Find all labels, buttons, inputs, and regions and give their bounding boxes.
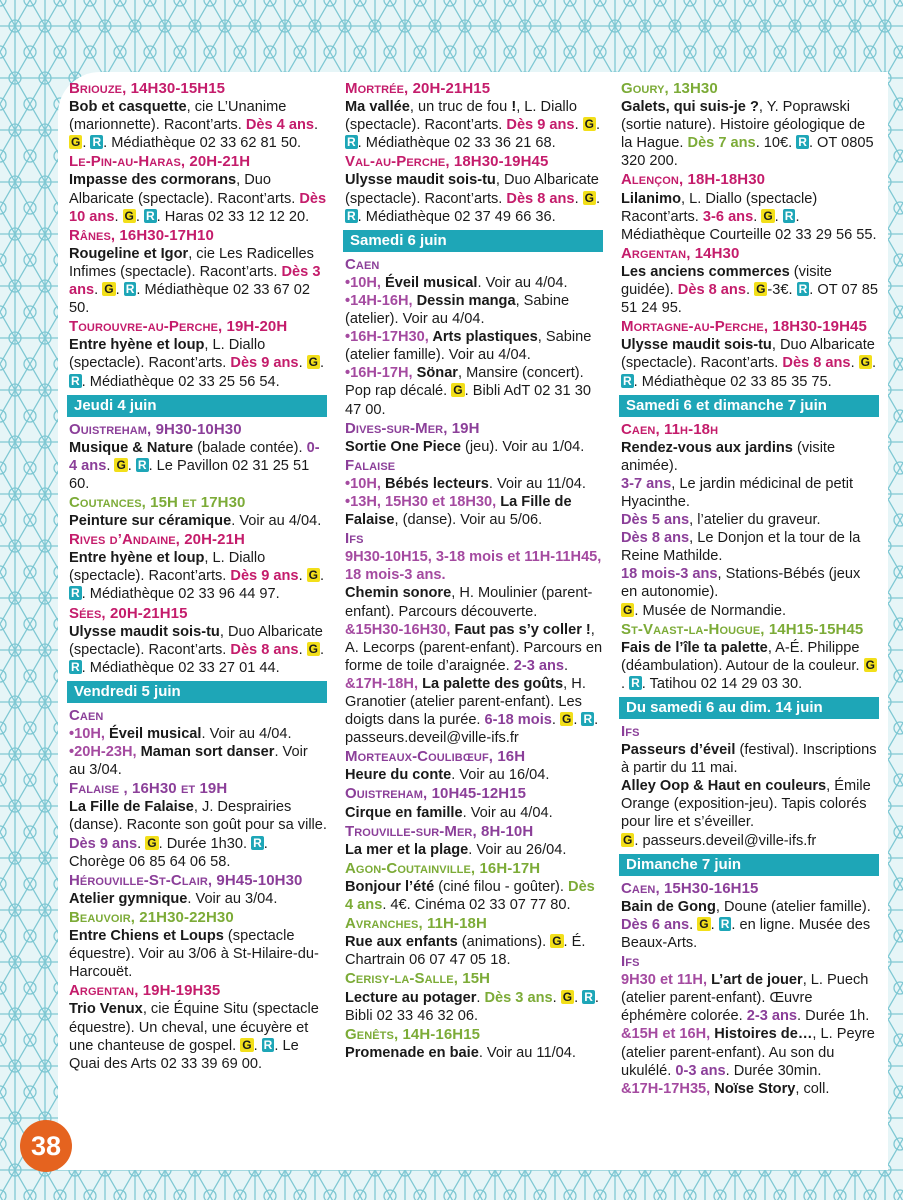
event-title: Musique & Nature [69, 439, 194, 456]
event-place: Mortrée, 20H-21H15 [345, 80, 491, 97]
event-entry: Hérouville-St-Clair, 9H45-10H30 Atelier gymnique. Voir au 3/04. [69, 872, 327, 908]
event-title: Ma vallée [345, 99, 410, 116]
time-bullet: 9H30 et 11H, [621, 972, 712, 989]
event-place: Hérouville-St-Clair, 9H45-10H30 [69, 871, 303, 889]
event-entry: Caen, 11h-18h Rendez-vous aux jardins (visite animée). 3-7 ans, Le jardin médicinal de petit Hyacinthe. Dès 5 ans, l’atelier du graveur. Dès 8 ans, Le Donjon et la tour de la Reine Mathilde. 18 mois-3 ans, Stations-Bébés (jeux en autonomie). G . Musée de Normandie. [621, 421, 879, 620]
event-place: Rânes, 16H30-17H10 [69, 226, 214, 244]
event-entry: Ifs Passeurs d’éveil (festival). Inscriptions à partir du 11 mai. Alley Oop & Haut en couleurs, Émile Orange (exposition-jeu). Tapis colorés pour lire et s’éveiller. G . passeurs.deveil@ville-ifs.fr [621, 723, 879, 850]
day-header: Jeudi 4 juin [67, 395, 327, 417]
event-place: St-Vaast-la-Hougue, 14H15-15H45 [621, 620, 864, 638]
age-highlight: Dès 8 ans [506, 190, 575, 207]
event-entry: Ifs 9H30 et 11H, L’art de jouer, L. Puech (atelier parent-enfant). Œuvre éphémère colorée. 2-3 ans. Durée 1h. &15H et 16H, Histoires de…, L. Peyre (atelier parent-enfant). Au son du ukulélé. 0-3 ans. Durée 30min. &17H-17H35, Noïse Story, coll. [621, 953, 879, 1098]
event-entry: Dives-sur-Mer, 19H Sortie One Piece (jeu). Voir au 1/04. [345, 420, 603, 456]
event-place: Morteaux-Coulibœuf, 16H [345, 748, 526, 766]
age-highlight: Dès 5 ans [621, 512, 690, 529]
event-title: La palette des goûts [422, 675, 564, 692]
event-title: Ulysse maudit sois-tu [345, 172, 496, 189]
event-entry: Caen •10H, Éveil musical. Voir au 4/04. •14H-16H, Dessin manga, Sabine (atelier). Voir au 4/04. •16H-17H30, Arts plastiques, Sabine (atelier famille). Voir au 4/04. •16H-17H, Sönar, Mansire (concert). Pop rap décalé. G . Bibli AdT 02 31 30 47 00. [345, 256, 603, 419]
event-entry: Rânes, 16H30-17H10 Rougeline et Igor, cie Les Radicelles Infimes (spectacle). Racont’arts. Dès 3 ans. G . R . Médiathèque 02 33 67 02 50. [69, 227, 327, 317]
r-badge-icon: R [125, 282, 135, 297]
r-badge-icon: R [798, 135, 807, 150]
event-place: Agon-Coutainville, 16H-17H [345, 859, 541, 877]
column-2 [345, 80, 603, 1063]
page-number: 38 [20, 1120, 72, 1172]
event-title: Impasse des cormorans [69, 172, 237, 189]
event-title: Éveil musical [109, 726, 202, 742]
age-highlight: Dès 9 ans [230, 355, 299, 372]
g-badge-icon: G [865, 657, 875, 672]
age-highlight: Dès 3 ans [484, 989, 553, 1006]
event-title: La Fille de Falaise [345, 493, 572, 529]
time-bullet: 9H30-10H15, 3-18 mois et 11H-11H45, 18 mois-3 ans. [345, 549, 602, 584]
event-entry: St-Vaast-la-Hougue, 14H15-15H45 Fais de l’île ta palette, A-É. Philippe (déambulation). Autour de la couleur. G. R . Tatihou 02 14 29 03 30. [621, 621, 879, 693]
event-entry: Trouville-sur-Mer, 8H-10H La mer et la plage. Voir au 26/04. [345, 823, 603, 859]
g-badge-icon: G [552, 934, 562, 949]
event-entry: Mortrée, 20H-21H15 Ma vallée, un truc de fou !, L. Diallo (spectacle). Racont’arts. Dès 9 ans. G . R . Médiathèque 02 33 36 21 68. [345, 80, 603, 152]
event-title: Arts plastiques [432, 329, 538, 346]
event-place: Caen, 11h-18h [621, 420, 719, 438]
event-title: Ulysse maudit sois-tu [621, 337, 772, 354]
age-highlight: Dès 8 ans [782, 355, 851, 372]
r-badge-icon: R [347, 135, 356, 150]
g-badge-icon: G [584, 117, 595, 132]
event-title: Peinture sur céramique [69, 513, 232, 530]
event-entry: Genêts, 14H-16H15 Promenade en baie. Voir au 11/04. [345, 1026, 603, 1062]
r-badge-icon: R [71, 586, 80, 601]
event-title: Rendez-vous aux jardins [621, 439, 793, 456]
event-place: Caen [69, 706, 104, 724]
age-highlight: Dès 8 ans [621, 530, 690, 547]
event-entry: Cerisy-la-Salle, 15H Lecture au potager. Dès 3 ans. G . R . Bibli 02 33 46 32 06. [345, 970, 603, 1024]
event-entry: Val-au-Perche, 18H30-19H45 Ulysse maudit sois-tu, Duo Albaricate (spectacle). Racont’arts. Dès 8 ans. G . R . Médiathèque 02 37 49 66 36. [345, 153, 603, 225]
age-highlight: 3-7 ans [621, 475, 672, 492]
event-title: Atelier gymnique [69, 890, 188, 907]
event-title: Les anciens commerces [621, 263, 790, 280]
event-place: Argentan, 19H-19H35 [69, 982, 221, 1000]
event-entry: Caen •10H, Éveil musical. Voir au 4/04. •20H-23H, Maman sort danser. Voir au 3/04. [69, 707, 327, 779]
g-badge-icon: G [763, 208, 773, 223]
r-badge-icon: R [798, 282, 808, 297]
age-highlight: Dès 10 ans [69, 190, 327, 225]
g-badge-icon: G [584, 190, 595, 205]
event-title: Lilanimo [621, 190, 681, 207]
event-title: Dessin manga [416, 292, 516, 309]
g-badge-icon: G [623, 602, 633, 617]
g-badge-icon: G [124, 208, 134, 223]
event-title: Rue aux enfants [345, 934, 458, 951]
g-badge-icon: G [562, 989, 573, 1004]
r-badge-icon: R [583, 712, 593, 727]
event-place: Argentan, 14H30 [621, 244, 740, 262]
event-place: Val-au-Perche, 18H30-19H45 [345, 153, 549, 171]
event-title: Galets, qui suis-je ? [621, 99, 759, 116]
event-entry: Argentan, 14H30 Les anciens commerces (visite guidée). Dès 8 ans. G -3€. R . OT 07 85 51 24 95. [621, 244, 878, 317]
column-3 [621, 80, 879, 1099]
age-highlight: 2-3 ans [513, 657, 565, 674]
age-highlight: 6-18 mois [484, 712, 552, 729]
event-place: Ifs [345, 530, 364, 548]
g-badge-icon: G [116, 457, 126, 472]
r-badge-icon: R [631, 675, 640, 690]
event-text: , cie L’Unanime (marionnette). Racont’arts. [69, 99, 287, 134]
event-title: Heure du conte [345, 767, 452, 784]
r-badge-icon: R [146, 208, 155, 223]
event-title: La mer et la plage [345, 841, 469, 858]
day-header: Dimanche 7 juin [619, 854, 879, 876]
event-place: Mortagne-au-Perche, 18H30-19H45 [621, 318, 867, 336]
time-bullet: &17H-17H35, [621, 1080, 715, 1097]
event-entry: Goury, 13H30 Galets, qui suis-je ?, Y. Poprawski (sortie nature). Histoire géologique de la Hague. Dès 7 ans. 10€. R . OT 0805 320 200. [621, 80, 879, 170]
event-entry: Rives d’Andaine, 20H-21H Entre hyène et loup, L. Diallo (spectacle). Racont’arts. Dès 9 ans. G . R . Médiathèque 02 33 96 44 97. [69, 531, 327, 603]
age-highlight: Dès 9 ans [69, 835, 138, 852]
g-badge-icon: G [147, 835, 157, 850]
g-badge-icon: G [104, 282, 114, 297]
time-bullet: •10H, [345, 274, 385, 291]
event-title: Bébés lecteurs [385, 475, 489, 492]
event-entry: Falaise , 16H30 et 19H La Fille de Falaise, J. Desprairies (danse). Raconte son goût pour sa ville. Dès 9 ans. G . Durée 1h30. R . Chorège 06 85 64 06 58. [69, 780, 327, 870]
g-badge-icon: G [71, 135, 81, 150]
age-highlight: Dès 6 ans [621, 916, 690, 933]
r-badge-icon: R [347, 208, 356, 223]
day-header: Samedi 6 et dimanche 7 juin [619, 395, 879, 417]
event-place: Caen, 15H30-16H15 [621, 879, 759, 897]
event-title: Trio Venux [69, 1001, 143, 1018]
event-title: Cirque en famille [345, 804, 463, 821]
event-title: Alley Oop & Haut en couleurs [621, 778, 827, 795]
event-place: Ifs [621, 953, 640, 971]
g-badge-icon: G [699, 916, 709, 931]
event-entry: Avranches, 11H-18H Rue aux enfants (animations). G . É. Chartrain 06 07 47 05 18. [345, 915, 603, 969]
event-place: Avranches, 11H-18H [345, 915, 487, 933]
r-badge-icon: R [623, 373, 632, 388]
event-place: Beauvoir, 21H30-22H30 [69, 908, 234, 926]
event-place: Genêts, 14H-16H15 [345, 1025, 481, 1043]
g-badge-icon: G [453, 383, 463, 398]
event-place: Briouze, 14H30-15H15 [69, 80, 226, 97]
r-badge-icon: R [92, 135, 102, 150]
event-entry: Tourouvre-au-Perche, 19H-20H Entre hyène et loup, L. Diallo (spectacle). Racont’arts. Dès 9 ans. G . R . Médiathèque 02 33 25 56 54. [69, 318, 327, 390]
event-place: Falaise [345, 456, 396, 474]
column-1 [69, 80, 327, 1074]
event-place: Dives-sur-Mer, 19H [345, 419, 480, 437]
time-bullet: &15H et 16H, [621, 1026, 715, 1043]
event-title: Passeurs d’éveil [621, 742, 736, 759]
g-badge-icon: G [308, 355, 319, 370]
g-badge-icon: G [860, 355, 871, 370]
age-highlight: 0-3 ans [675, 1062, 726, 1079]
event-title: Sortie One Piece [345, 438, 461, 455]
age-highlight: Dès 3 ans [69, 263, 321, 299]
age-highlight: Dès 8 ans [230, 641, 299, 658]
event-entry: Caen, 15H30-16H15 Bain de Gong, Doune (atelier famille). Dès 6 ans. G . R . en ligne. Musée des Beaux-Arts. [621, 880, 879, 952]
event-title: Entre hyène et loup [69, 337, 205, 354]
event-place: Cerisy-la-Salle, 15H [345, 970, 491, 988]
event-title: Chemin sonore [345, 585, 452, 602]
event-title: Rougeline et Igor [69, 245, 189, 262]
event-place: Trouville-sur-Mer, 8H-10H [345, 822, 534, 840]
age-highlight: Dès 9 ans [230, 568, 299, 585]
age-highlight: Dès 4 ans [345, 878, 595, 914]
event-entry: Sées, 20H-21H15 Ulysse maudit sois-tu, Duo Albaricate (spectacle). Racont’arts. Dès 8 ans. G . R . Médiathèque 02 33 27 01 44. [69, 605, 327, 677]
event-title: Éveil musical [385, 274, 478, 291]
r-badge-icon: R [71, 659, 80, 674]
time-bullet: &15H30-16H30, [345, 621, 455, 638]
g-badge-icon: G [756, 282, 766, 297]
event-title: Maman sort danser [140, 744, 275, 761]
time-bullet: •13H, 15H30 et 18H30, [345, 493, 501, 510]
event-place: Ouistreham, 10H45-12H15 [345, 785, 527, 803]
r-badge-icon: R [584, 989, 593, 1004]
event-title: Bob et casquette [69, 99, 187, 116]
event-entry: Falaise •10H, Bébés lecteurs. Voir au 11/04. •13H, 15H30 et 18H30, La Fille de Falaise, (danse). Voir au 5/06. [345, 457, 603, 529]
event-title: Entre hyène et loup [69, 550, 205, 567]
event-entry: Le-Pin-au-Haras, 20H-21H Impasse des cormorans, Duo Albaricate (spectacle). Racont’arts. Dès 10 ans. G . R . Haras 02 33 12 12 20. [69, 153, 327, 225]
event-title: Faut pas s’y coller ! [454, 621, 591, 638]
event-title: L’art de jouer [711, 972, 803, 989]
event-entry: Alençon, 18H-18H30 Lilanimo, L. Diallo (spectacle) Racont’arts. 3-6 ans. G . R . Médiathèque Courteille 02 33 29 56 55. [621, 171, 879, 243]
event-title: Noïse Story [714, 1080, 796, 1097]
time-bullet: &17H-18H, [345, 675, 423, 692]
r-badge-icon: R [253, 835, 262, 850]
event-place: Le-Pin-au-Haras, 20H-21H [69, 153, 251, 171]
r-badge-icon: R [137, 457, 147, 472]
event-title: Ulysse maudit sois-tu [69, 623, 220, 640]
r-badge-icon: R [263, 1037, 273, 1052]
day-header: Samedi 6 juin [343, 230, 603, 252]
age-highlight: Dès 4 ans [245, 117, 314, 134]
event-place: Falaise , 16H30 et 19H [69, 780, 228, 798]
event-title: Promenade en baie [345, 1044, 479, 1061]
time-bullet: •10H, [345, 475, 385, 492]
g-badge-icon: G [308, 641, 319, 656]
event-title: Histoires de… [714, 1026, 813, 1043]
time-bullet: •10H, [69, 726, 109, 742]
event-place: Alençon, 18H-18H30 [621, 171, 766, 189]
event-place: Tourouvre-au-Perche, 19H-20H [69, 318, 288, 336]
age-highlight: Dès 8 ans [677, 282, 746, 299]
event-entry: Coutances, 15H et 17H30 Peinture sur céramique. Voir au 4/04. [69, 494, 327, 530]
event-place: Goury, 13H30 [621, 80, 718, 97]
event-entry: Ifs 9H30-10H15, 3-18 mois et 11H-11H45, 18 mois-3 ans. Chemin sonore, H. Moulinier (parent-enfant). Parcours découverte. &15H30-16H30, Faut pas s’y coller !, A. Lecorps (parent-enfant). Parcours en forme de toile d’araignée. 2-3 ans. &17H-18H, La palette des goûts, H. Granotier (atelier parent-enfant). Les doigts dans la purée. 6-18 mois. G . R . passeurs.deveil@ville-ifs.fr [345, 530, 603, 747]
event-place: Rives d’Andaine, 20H-21H [69, 531, 245, 549]
r-badge-icon: R [720, 916, 730, 931]
event-entry: Beauvoir, 21H30-22H30 Entre Chiens et Loups (spectacle équestre). Voir au 3/06 à St-Hilaire-du-Harcouët. [69, 909, 327, 981]
g-badge-icon: G [242, 1037, 252, 1052]
age-highlight: Dès 7 ans [687, 135, 756, 152]
g-badge-icon: G [308, 568, 319, 583]
event-title: La Fille de Falaise [69, 799, 194, 816]
event-place: Coutances, 15H et 17H30 [69, 493, 246, 511]
age-highlight: 3-6 ans [702, 208, 754, 225]
age-highlight: 2-3 ans [746, 1008, 798, 1025]
event-place: Ouistreham, 9H30-10H30 [69, 420, 242, 438]
time-bullet: •20H-23H, [69, 744, 141, 761]
day-header: Vendredi 5 juin [67, 681, 327, 703]
event-place: Sées, 20H-21H15 [69, 604, 188, 622]
age-highlight: 18 mois-3 ans [621, 566, 718, 583]
event-title: Lecture au potager [345, 989, 477, 1006]
event-title: Bonjour l’été [345, 878, 435, 895]
event-title: Sönar [416, 365, 458, 382]
event-entry: Morteaux-Coulibœuf, 16H Heure du conte. Voir au 16/04. [345, 748, 603, 784]
event-title: Entre Chiens et Loups [69, 928, 224, 945]
r-badge-icon: R [71, 373, 80, 388]
event-entry: Briouze, 14H30-15H15 Bob et casquette, cie L’Unanime (marionnette). Racont’arts. Dès 4 ans. G . R . Médiathèque 02 33 62 81 50. [69, 80, 327, 152]
event-entry: Ouistreham, 9H30-10H30 Musique & Nature (balade contée). 0-4 ans. G . R . Le Pavillon 02 31 25 51 60. [69, 421, 327, 493]
time-bullet: •16H-17H30, [345, 329, 433, 346]
event-title: Fais de l’île ta palette [621, 639, 768, 656]
g-badge-icon: G [561, 712, 572, 727]
event-entry: Argentan, 19H-19H35 Trio Venux, cie Équine Situ (spectacle équestre). Un cheval, une écuyère et une chanteuse de gospel. G . R . Le Quai des Arts 02 33 39 69 00. [69, 982, 327, 1072]
g-badge-icon: G [623, 832, 633, 847]
event-entry: Ouistreham, 10H45-12H15 Cirque en famille. Voir au 4/04. [345, 785, 603, 821]
event-title: Bain de Gong [621, 898, 716, 915]
event-place: Ifs [621, 723, 640, 740]
day-header: Du samedi 6 au dim. 14 juin [619, 697, 879, 719]
time-bullet: •16H-17H, [345, 365, 417, 382]
event-place: Caen [345, 255, 380, 273]
age-highlight: Dès 9 ans [506, 117, 575, 134]
r-badge-icon: R [784, 208, 794, 223]
event-entry: Mortagne-au-Perche, 18H30-19H45 Ulysse maudit sois-tu, Duo Albaricate (spectacle). Racont’arts. Dès 8 ans. G . R . Médiathèque 02 33 85 35 75. [621, 318, 879, 390]
time-bullet: •14H-16H, [345, 292, 417, 309]
age-highlight: 0-4 ans [69, 439, 320, 474]
event-entry: Agon-Coutainville, 16H-17H Bonjour l’été (ciné filou - goûter). Dès 4 ans. 4€. Cinéma 02 33 07 77 80. [345, 860, 603, 914]
